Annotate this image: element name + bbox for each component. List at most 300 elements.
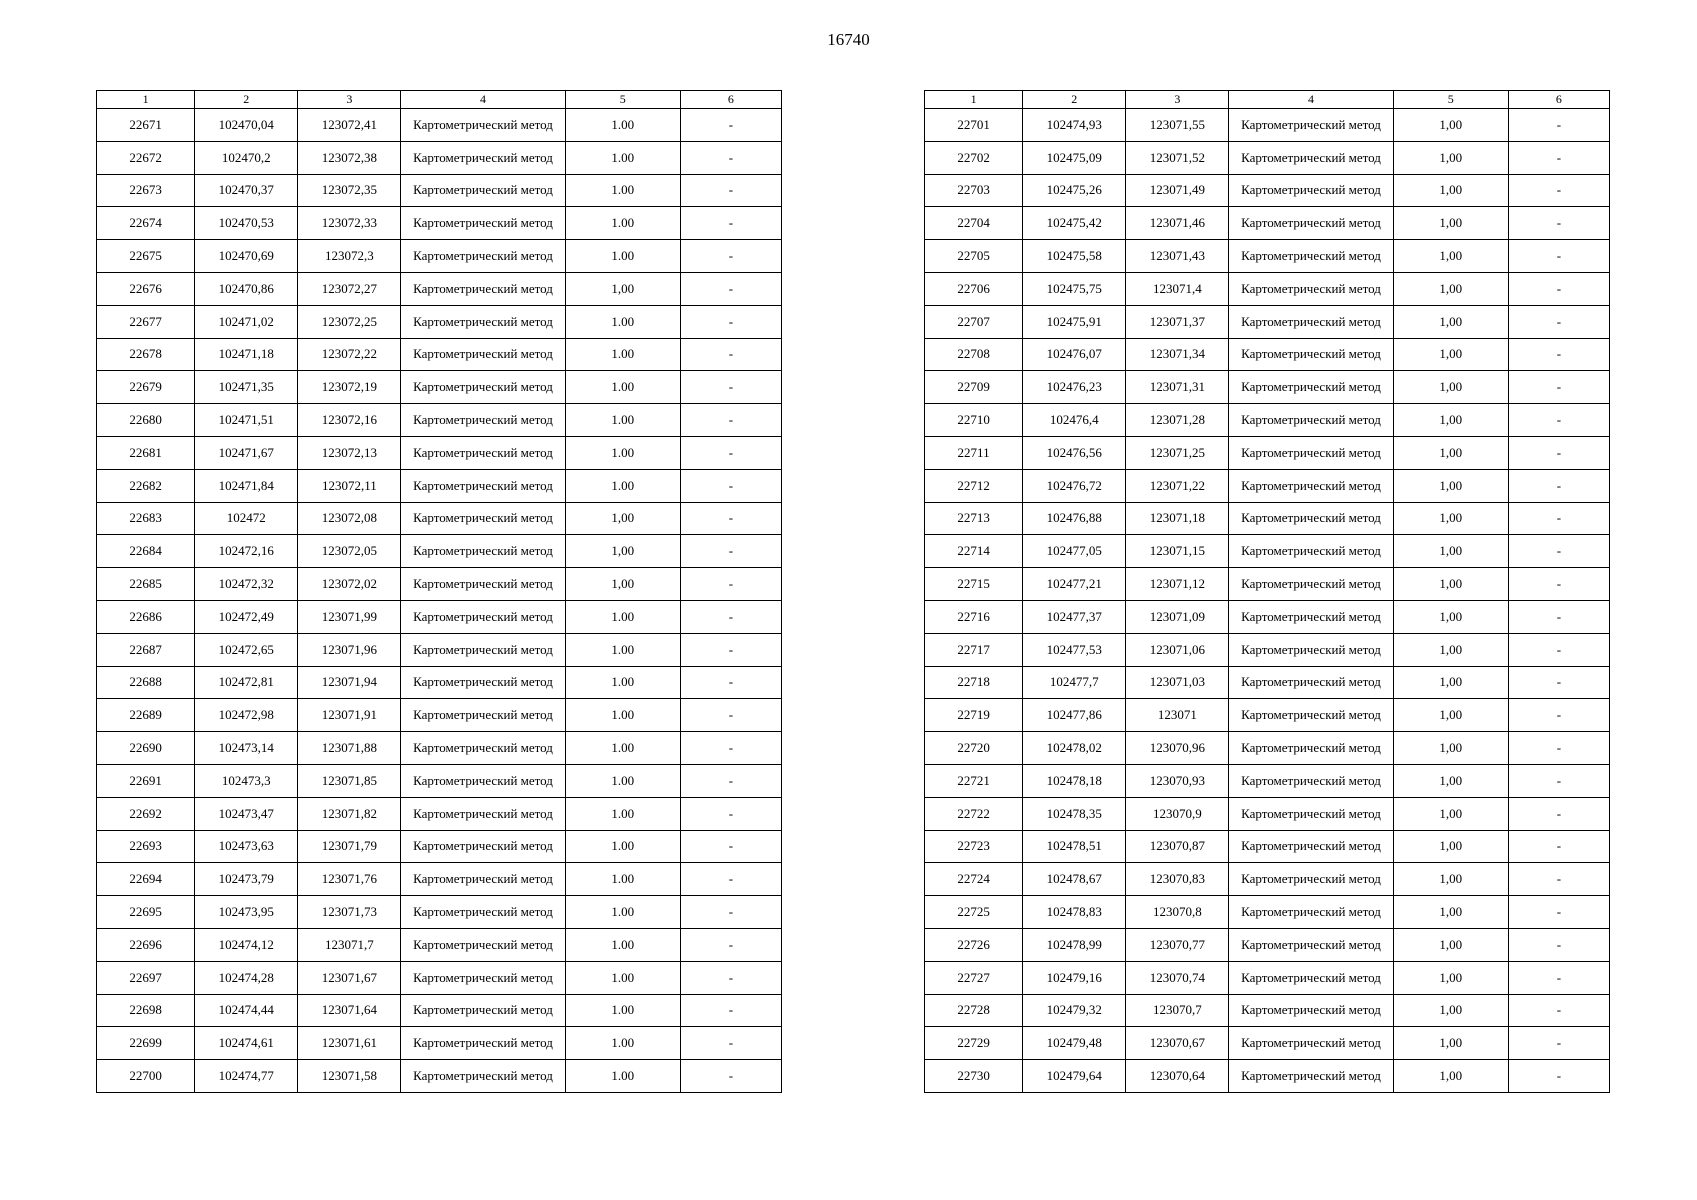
table-row <box>97 994 782 1027</box>
x-coordinate-cell: 102479,48 <box>1023 1027 1126 1060</box>
y-coordinate-cell: 123070,67 <box>1126 1027 1229 1060</box>
table-row <box>97 732 782 765</box>
table-row <box>925 732 1610 765</box>
y-coordinate-cell: 123071,82 <box>298 797 401 830</box>
column-header: 1 <box>97 91 195 109</box>
note-cell: - <box>680 830 781 863</box>
x-coordinate-cell: 102472,49 <box>195 600 298 633</box>
point-number-cell: 22681 <box>97 436 195 469</box>
accuracy-cell: 1,00 <box>1393 830 1508 863</box>
accuracy-cell: 1,00 <box>1393 961 1508 994</box>
point-number-cell: 22699 <box>97 1027 195 1060</box>
point-number-cell: 22714 <box>925 535 1023 568</box>
method-cell: Картометрический метод <box>1229 240 1393 273</box>
y-coordinate-cell: 123070,7 <box>1126 994 1229 1027</box>
accuracy-cell: 1,00 <box>1393 174 1508 207</box>
table-row <box>925 896 1610 929</box>
method-cell: Картометрический метод <box>401 1027 565 1060</box>
note-cell: - <box>1508 141 1609 174</box>
y-coordinate-cell: 123071,91 <box>298 699 401 732</box>
note-cell: - <box>1508 764 1609 797</box>
table-row <box>925 535 1610 568</box>
method-cell: Картометрический метод <box>1229 1027 1393 1060</box>
table-row <box>97 436 782 469</box>
point-number-cell: 22700 <box>97 1060 195 1093</box>
table-row <box>97 141 782 174</box>
table-row <box>925 371 1610 404</box>
table-row <box>925 764 1610 797</box>
point-number-cell: 22721 <box>925 764 1023 797</box>
accuracy-cell: 1,00 <box>565 272 680 305</box>
accuracy-cell: 1.00 <box>565 994 680 1027</box>
point-number-cell: 22693 <box>97 830 195 863</box>
accuracy-cell: 1,00 <box>1393 928 1508 961</box>
note-cell: - <box>1508 207 1609 240</box>
x-coordinate-cell: 102475,91 <box>1023 305 1126 338</box>
table-row <box>925 1060 1610 1093</box>
note-cell: - <box>1508 240 1609 273</box>
method-cell: Картометрический метод <box>1229 174 1393 207</box>
coordinates-table-right <box>924 90 1610 1093</box>
note-cell: - <box>680 568 781 601</box>
method-cell: Картометрический метод <box>401 469 565 502</box>
point-number-cell: 22692 <box>97 797 195 830</box>
y-coordinate-cell: 123071 <box>1126 699 1229 732</box>
x-coordinate-cell: 102475,26 <box>1023 174 1126 207</box>
x-coordinate-cell: 102472,81 <box>195 666 298 699</box>
y-coordinate-cell: 123071,94 <box>298 666 401 699</box>
accuracy-cell: 1.00 <box>565 469 680 502</box>
accuracy-cell: 1,00 <box>1393 272 1508 305</box>
x-coordinate-cell: 102475,75 <box>1023 272 1126 305</box>
method-cell: Картометрический метод <box>401 141 565 174</box>
y-coordinate-cell: 123071,96 <box>298 633 401 666</box>
note-cell: - <box>680 896 781 929</box>
accuracy-cell: 1.00 <box>565 732 680 765</box>
x-coordinate-cell: 102474,61 <box>195 1027 298 1060</box>
point-number-cell: 22708 <box>925 338 1023 371</box>
x-coordinate-cell: 102470,04 <box>195 109 298 142</box>
header-row <box>97 91 782 109</box>
accuracy-cell: 1,00 <box>1393 240 1508 273</box>
x-coordinate-cell: 102476,07 <box>1023 338 1126 371</box>
accuracy-cell: 1,00 <box>1393 371 1508 404</box>
x-coordinate-cell: 102470,53 <box>195 207 298 240</box>
point-number-cell: 22710 <box>925 404 1023 437</box>
x-coordinate-cell: 102474,93 <box>1023 109 1126 142</box>
accuracy-cell: 1,00 <box>1393 764 1508 797</box>
x-coordinate-cell: 102476,23 <box>1023 371 1126 404</box>
column-header: 6 <box>1508 91 1609 109</box>
accuracy-cell: 1.00 <box>565 1060 680 1093</box>
point-number-cell: 22673 <box>97 174 195 207</box>
accuracy-cell: 1.00 <box>565 666 680 699</box>
x-coordinate-cell: 102478,35 <box>1023 797 1126 830</box>
point-number-cell: 22727 <box>925 961 1023 994</box>
point-number-cell: 22707 <box>925 305 1023 338</box>
note-cell: - <box>1508 371 1609 404</box>
y-coordinate-cell: 123070,83 <box>1126 863 1229 896</box>
note-cell: - <box>1508 633 1609 666</box>
table-row <box>925 272 1610 305</box>
table-row <box>97 338 782 371</box>
point-number-cell: 22687 <box>97 633 195 666</box>
x-coordinate-cell: 102473,3 <box>195 764 298 797</box>
y-coordinate-cell: 123071,28 <box>1126 404 1229 437</box>
x-coordinate-cell: 102476,56 <box>1023 436 1126 469</box>
point-number-cell: 22713 <box>925 502 1023 535</box>
method-cell: Картометрический метод <box>401 305 565 338</box>
table-row <box>925 207 1610 240</box>
method-cell: Картометрический метод <box>401 109 565 142</box>
point-number-cell: 22701 <box>925 109 1023 142</box>
accuracy-cell: 1,00 <box>1393 666 1508 699</box>
x-coordinate-cell: 102477,7 <box>1023 666 1126 699</box>
y-coordinate-cell: 123071,64 <box>298 994 401 1027</box>
method-cell: Картометрический метод <box>401 699 565 732</box>
point-number-cell: 22674 <box>97 207 195 240</box>
method-cell: Картометрический метод <box>401 600 565 633</box>
y-coordinate-cell: 123071,88 <box>298 732 401 765</box>
method-cell: Картометрический метод <box>1229 896 1393 929</box>
note-cell: - <box>680 240 781 273</box>
point-number-cell: 22680 <box>97 404 195 437</box>
x-coordinate-cell: 102473,63 <box>195 830 298 863</box>
table-row <box>925 797 1610 830</box>
note-cell: - <box>680 961 781 994</box>
note-cell: - <box>1508 535 1609 568</box>
y-coordinate-cell: 123070,93 <box>1126 764 1229 797</box>
point-number-cell: 22730 <box>925 1060 1023 1093</box>
method-cell: Картометрический метод <box>401 174 565 207</box>
note-cell: - <box>680 535 781 568</box>
note-cell: - <box>680 699 781 732</box>
note-cell: - <box>1508 338 1609 371</box>
note-cell: - <box>680 764 781 797</box>
y-coordinate-cell: 123071,15 <box>1126 535 1229 568</box>
table-row <box>925 174 1610 207</box>
table-row <box>97 928 782 961</box>
table-row <box>97 699 782 732</box>
method-cell: Картометрический метод <box>401 961 565 994</box>
x-coordinate-cell: 102479,32 <box>1023 994 1126 1027</box>
point-number-cell: 22690 <box>97 732 195 765</box>
y-coordinate-cell: 123071,58 <box>298 1060 401 1093</box>
table-row <box>925 666 1610 699</box>
method-cell: Картометрический метод <box>1229 928 1393 961</box>
table-row <box>97 305 782 338</box>
accuracy-cell: 1,00 <box>1393 1027 1508 1060</box>
point-number-cell: 22684 <box>97 535 195 568</box>
table-row <box>97 896 782 929</box>
table-row <box>97 174 782 207</box>
point-number-cell: 22711 <box>925 436 1023 469</box>
method-cell: Картометрический метод <box>1229 207 1393 240</box>
point-number-cell: 22688 <box>97 666 195 699</box>
method-cell: Картометрический метод <box>1229 305 1393 338</box>
accuracy-cell: 1,00 <box>565 568 680 601</box>
accuracy-cell: 1,00 <box>1393 699 1508 732</box>
accuracy-cell: 1,00 <box>1393 633 1508 666</box>
accuracy-cell: 1,00 <box>565 502 680 535</box>
note-cell: - <box>1508 469 1609 502</box>
accuracy-cell: 1,00 <box>1393 502 1508 535</box>
accuracy-cell: 1,00 <box>1393 141 1508 174</box>
accuracy-cell: 1.00 <box>565 109 680 142</box>
point-number-cell: 22709 <box>925 371 1023 404</box>
accuracy-cell: 1.00 <box>565 174 680 207</box>
column-header: 3 <box>298 91 401 109</box>
note-cell: - <box>1508 666 1609 699</box>
accuracy-cell: 1.00 <box>565 961 680 994</box>
note-cell: - <box>680 994 781 1027</box>
method-cell: Картометрический метод <box>401 633 565 666</box>
table-row <box>97 600 782 633</box>
note-cell: - <box>1508 830 1609 863</box>
point-number-cell: 22720 <box>925 732 1023 765</box>
note-cell: - <box>1508 896 1609 929</box>
accuracy-cell: 1,00 <box>1393 568 1508 601</box>
method-cell: Картометрический метод <box>1229 863 1393 896</box>
y-coordinate-cell: 123072,3 <box>298 240 401 273</box>
point-number-cell: 22724 <box>925 863 1023 896</box>
y-coordinate-cell: 123071,46 <box>1126 207 1229 240</box>
note-cell: - <box>680 371 781 404</box>
method-cell: Картометрический метод <box>1229 502 1393 535</box>
column-header: 5 <box>1393 91 1508 109</box>
y-coordinate-cell: 123071,7 <box>298 928 401 961</box>
method-cell: Картометрический метод <box>1229 568 1393 601</box>
method-cell: Картометрический метод <box>1229 404 1393 437</box>
point-number-cell: 22722 <box>925 797 1023 830</box>
note-cell: - <box>680 404 781 437</box>
note-cell: - <box>680 863 781 896</box>
y-coordinate-cell: 123071,37 <box>1126 305 1229 338</box>
y-coordinate-cell: 123071,03 <box>1126 666 1229 699</box>
table-row <box>97 469 782 502</box>
method-cell: Картометрический метод <box>1229 600 1393 633</box>
point-number-cell: 22728 <box>925 994 1023 1027</box>
method-cell: Картометрический метод <box>401 863 565 896</box>
table-row <box>925 469 1610 502</box>
accuracy-cell: 1.00 <box>565 896 680 929</box>
accuracy-cell: 1.00 <box>565 404 680 437</box>
accuracy-cell: 1,00 <box>1393 207 1508 240</box>
y-coordinate-cell: 123072,11 <box>298 469 401 502</box>
y-coordinate-cell: 123070,9 <box>1126 797 1229 830</box>
table-row <box>925 961 1610 994</box>
x-coordinate-cell: 102470,86 <box>195 272 298 305</box>
y-coordinate-cell: 123072,35 <box>298 174 401 207</box>
point-number-cell: 22726 <box>925 928 1023 961</box>
y-coordinate-cell: 123071,34 <box>1126 338 1229 371</box>
x-coordinate-cell: 102472,32 <box>195 568 298 601</box>
method-cell: Картометрический метод <box>401 666 565 699</box>
point-number-cell: 22696 <box>97 928 195 961</box>
accuracy-cell: 1.00 <box>565 797 680 830</box>
note-cell: - <box>680 174 781 207</box>
x-coordinate-cell: 102478,67 <box>1023 863 1126 896</box>
y-coordinate-cell: 123071,49 <box>1126 174 1229 207</box>
y-coordinate-cell: 123070,74 <box>1126 961 1229 994</box>
method-cell: Картометрический метод <box>1229 272 1393 305</box>
x-coordinate-cell: 102473,14 <box>195 732 298 765</box>
x-coordinate-cell: 102470,37 <box>195 174 298 207</box>
y-coordinate-cell: 123071,99 <box>298 600 401 633</box>
accuracy-cell: 1,00 <box>1393 436 1508 469</box>
x-coordinate-cell: 102477,53 <box>1023 633 1126 666</box>
x-coordinate-cell: 102475,09 <box>1023 141 1126 174</box>
method-cell: Картометрический метод <box>401 896 565 929</box>
y-coordinate-cell: 123070,87 <box>1126 830 1229 863</box>
note-cell: - <box>680 207 781 240</box>
table-row <box>925 830 1610 863</box>
y-coordinate-cell: 123072,16 <box>298 404 401 437</box>
y-coordinate-cell: 123072,22 <box>298 338 401 371</box>
note-cell: - <box>1508 568 1609 601</box>
y-coordinate-cell: 123072,27 <box>298 272 401 305</box>
method-cell: Картометрический метод <box>401 404 565 437</box>
table-row <box>925 240 1610 273</box>
table-row <box>97 830 782 863</box>
point-number-cell: 22678 <box>97 338 195 371</box>
x-coordinate-cell: 102474,44 <box>195 994 298 1027</box>
x-coordinate-cell: 102472,98 <box>195 699 298 732</box>
point-number-cell: 22677 <box>97 305 195 338</box>
method-cell: Картометрический метод <box>1229 371 1393 404</box>
note-cell: - <box>680 305 781 338</box>
y-coordinate-cell: 123071,25 <box>1126 436 1229 469</box>
accuracy-cell: 1.00 <box>565 207 680 240</box>
method-cell: Картометрический метод <box>1229 109 1393 142</box>
note-cell: - <box>680 1027 781 1060</box>
point-number-cell: 22704 <box>925 207 1023 240</box>
point-number-cell: 22672 <box>97 141 195 174</box>
method-cell: Картометрический метод <box>1229 666 1393 699</box>
point-number-cell: 22715 <box>925 568 1023 601</box>
note-cell: - <box>680 469 781 502</box>
table-row <box>97 371 782 404</box>
method-cell: Картометрический метод <box>1229 535 1393 568</box>
x-coordinate-cell: 102474,28 <box>195 961 298 994</box>
point-number-cell: 22685 <box>97 568 195 601</box>
x-coordinate-cell: 102471,51 <box>195 404 298 437</box>
point-number-cell: 22675 <box>97 240 195 273</box>
table-row <box>97 1060 782 1093</box>
table-row <box>97 568 782 601</box>
table-row <box>97 404 782 437</box>
y-coordinate-cell: 123071,73 <box>298 896 401 929</box>
x-coordinate-cell: 102476,4 <box>1023 404 1126 437</box>
table-row <box>925 436 1610 469</box>
method-cell: Картометрический метод <box>401 797 565 830</box>
method-cell: Картометрический метод <box>1229 961 1393 994</box>
accuracy-cell: 1.00 <box>565 699 680 732</box>
method-cell: Картометрический метод <box>1229 436 1393 469</box>
x-coordinate-cell: 102471,35 <box>195 371 298 404</box>
accuracy-cell: 1.00 <box>565 600 680 633</box>
table-row <box>97 961 782 994</box>
note-cell: - <box>680 600 781 633</box>
table-row <box>97 535 782 568</box>
point-number-cell: 22702 <box>925 141 1023 174</box>
coordinates-table-left <box>96 90 782 1093</box>
point-number-cell: 22717 <box>925 633 1023 666</box>
method-cell: Картометрический метод <box>1229 141 1393 174</box>
note-cell: - <box>1508 732 1609 765</box>
note-cell: - <box>680 797 781 830</box>
accuracy-cell: 1,00 <box>1393 1060 1508 1093</box>
x-coordinate-cell: 102470,2 <box>195 141 298 174</box>
table-row <box>97 272 782 305</box>
method-cell: Картометрический метод <box>401 1060 565 1093</box>
method-cell: Картометрический метод <box>1229 633 1393 666</box>
table-row <box>925 109 1610 142</box>
y-coordinate-cell: 123072,02 <box>298 568 401 601</box>
table-row <box>97 666 782 699</box>
y-coordinate-cell: 123072,25 <box>298 305 401 338</box>
note-cell: - <box>1508 928 1609 961</box>
method-cell: Картометрический метод <box>1229 699 1393 732</box>
y-coordinate-cell: 123070,8 <box>1126 896 1229 929</box>
note-cell: - <box>680 502 781 535</box>
point-number-cell: 22691 <box>97 764 195 797</box>
point-number-cell: 22703 <box>925 174 1023 207</box>
note-cell: - <box>1508 797 1609 830</box>
accuracy-cell: 1,00 <box>1393 732 1508 765</box>
y-coordinate-cell: 123071,55 <box>1126 109 1229 142</box>
note-cell: - <box>1508 600 1609 633</box>
y-coordinate-cell: 123072,41 <box>298 109 401 142</box>
accuracy-cell: 1.00 <box>565 830 680 863</box>
x-coordinate-cell: 102473,79 <box>195 863 298 896</box>
table-row <box>925 1027 1610 1060</box>
note-cell: - <box>680 109 781 142</box>
accuracy-cell: 1.00 <box>565 436 680 469</box>
table-row <box>97 1027 782 1060</box>
x-coordinate-cell: 102474,12 <box>195 928 298 961</box>
method-cell: Картометрический метод <box>401 568 565 601</box>
note-cell: - <box>1508 109 1609 142</box>
accuracy-cell: 1.00 <box>565 240 680 273</box>
column-header: 4 <box>401 91 565 109</box>
note-cell: - <box>1508 305 1609 338</box>
method-cell: Картометрический метод <box>1229 994 1393 1027</box>
table-row <box>925 994 1610 1027</box>
column-header: 2 <box>195 91 298 109</box>
accuracy-cell: 1,00 <box>1393 600 1508 633</box>
x-coordinate-cell: 102473,47 <box>195 797 298 830</box>
y-coordinate-cell: 123072,38 <box>298 141 401 174</box>
accuracy-cell: 1,00 <box>1393 896 1508 929</box>
accuracy-cell: 1,00 <box>1393 109 1508 142</box>
x-coordinate-cell: 102473,95 <box>195 896 298 929</box>
y-coordinate-cell: 123071,76 <box>298 863 401 896</box>
y-coordinate-cell: 123071,09 <box>1126 600 1229 633</box>
accuracy-cell: 1,00 <box>1393 797 1508 830</box>
x-coordinate-cell: 102479,16 <box>1023 961 1126 994</box>
accuracy-cell: 1.00 <box>565 764 680 797</box>
accuracy-cell: 1.00 <box>565 141 680 174</box>
table-row <box>925 404 1610 437</box>
note-cell: - <box>1508 699 1609 732</box>
table-body-right <box>925 109 1610 1093</box>
note-cell: - <box>680 633 781 666</box>
accuracy-cell: 1.00 <box>565 633 680 666</box>
accuracy-cell: 1,00 <box>1393 469 1508 502</box>
point-number-cell: 22718 <box>925 666 1023 699</box>
table-row <box>925 305 1610 338</box>
